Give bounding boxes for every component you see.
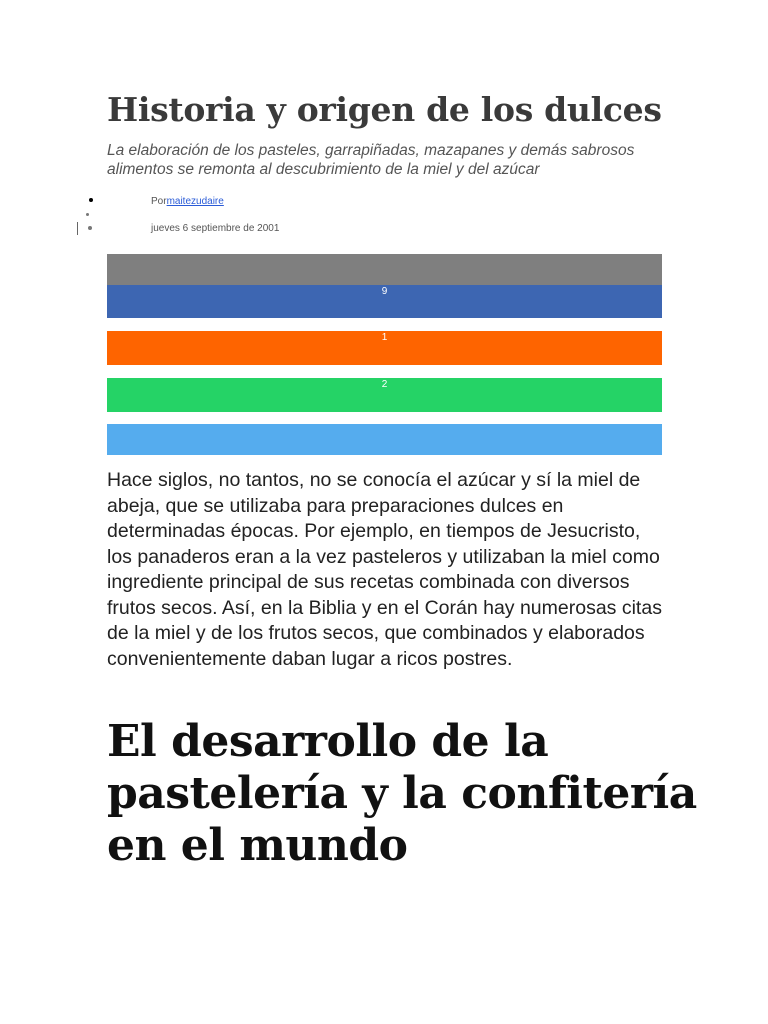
author-prefix: Por: [151, 196, 167, 207]
share-count: 1: [381, 332, 388, 343]
share-bar-orange[interactable]: [107, 331, 662, 365]
article-title: Historia y origen de los dulces: [107, 90, 662, 129]
share-count: 2: [381, 379, 388, 390]
article-date: jueves 6 septiembre de 2001: [151, 223, 280, 234]
author-link[interactable]: maitezudaire: [166, 196, 224, 207]
share-bar-whatsapp[interactable]: [107, 378, 662, 412]
bullet-icon: [89, 198, 93, 202]
share-bar-twitter[interactable]: [107, 424, 662, 455]
section-heading: El desarrollo de la pastelería y la confitería en el mundo: [107, 716, 697, 871]
bullet-icon: [88, 226, 92, 230]
article-subtitle: La elaboración de los pasteles, garrapiñadas, mazapanes y demás sabrosos alimentos se remonta al descubrimiento de la miel y del azúcar: [107, 142, 635, 178]
text-cursor: [77, 222, 78, 235]
share-bar-facebook[interactable]: [107, 285, 662, 318]
share-bar-grey[interactable]: [107, 254, 662, 285]
share-count: 9: [381, 286, 388, 297]
article-author: [151, 196, 224, 207]
body-paragraph: Hace siglos, no tantos, no se conocía el azúcar y sí la miel de abeja, que se utilizaba para preparaciones dulces en determinadas épocas. Por ejemplo, en tiempos de Jesucristo, los panaderos eran a la vez pasteleros y utilizaban la miel como ingrediente principal de sus recetas combinada con diversos frutos secos. Así, en la Biblia y en el Corán hay numerosas citas de la miel y de los frutos secos, que combinados y elaborados convenientemente daban lugar a ricos postres.: [107, 469, 662, 670]
bullet-icon: [86, 213, 89, 216]
